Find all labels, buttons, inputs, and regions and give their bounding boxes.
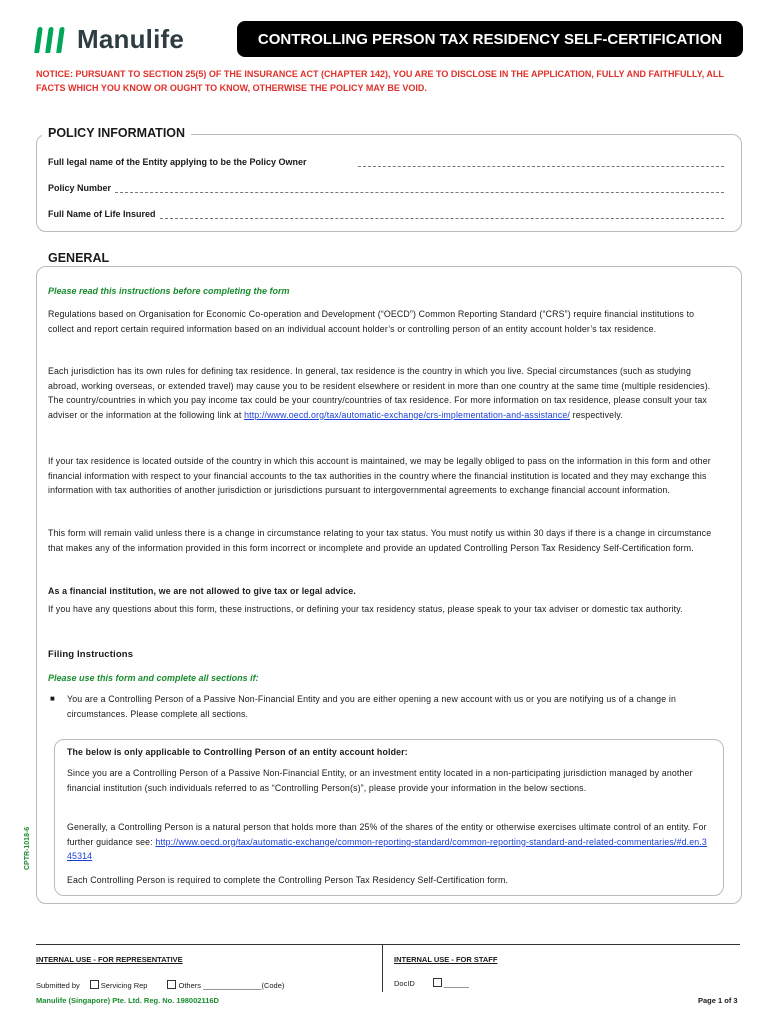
policy-information-title: POLICY INFORMATION: [42, 126, 191, 140]
footer-divider: [36, 944, 740, 945]
general-paragraph-2-text: Each jurisdiction has its own rules for defining tax residence. In general, tax residence is the country in which you live. Special circumstances (such as studying abroad, working overseas, or extended travel) may cause you to be resident elsewhere or resident in more than one country at the same time (multiple residencies). The country/countries in which you pay income tax could be your country/countries of tax residence. For more information on tax residence, please consult your tax adviser or the information at the following link at: [48, 366, 711, 420]
doc-id-checkbox[interactable]: [433, 978, 442, 987]
submitted-by-label: Submitted by: [36, 980, 80, 990]
company-registration: Manulife (Singapore) Pte. Ltd. Reg. No. 198002116D: [36, 996, 219, 1005]
general-paragraph-5: If you have any questions about this form, these instructions, or defining your tax residency status, please speak to your tax adviser or domestic tax authority.: [48, 604, 683, 614]
entity-name-field[interactable]: [48, 157, 724, 167]
policy-number-field[interactable]: [48, 183, 724, 193]
manulife-logo-icon: [36, 27, 63, 53]
controlling-person-paragraph-1: Since you are a Controlling Person of a Passive Non-Financial Entity, or an investment entity located in a non-participating jurisdiction managed by another financial institution (such individuals referred to as “Controlling Person(s)”, please provide your information in the below sections.: [67, 768, 693, 793]
general-paragraph-1: Regulations based on Organisation for Economic Co-operation and Development (“OECD”) Common Reporting Standard (“CRS”) require financial institutions to collect and report certain required information based on an individual account holder’s or controlling person of an entity account holder’s tax residence.: [48, 309, 695, 334]
controlling-person-paragraph-3: Each Controlling Person is required to complete the Controlling Person Tax Residency Self-Certification form.: [67, 875, 509, 885]
bullet-icon: ■: [50, 694, 55, 703]
policy-number-label: Policy Number: [48, 183, 112, 193]
form-code: CPTR-1018-6: [24, 826, 31, 870]
entity-name-input[interactable]: [358, 157, 724, 167]
life-insured-label: Full Name of Life Insured: [48, 209, 156, 219]
servicing-rep-option[interactable]: [90, 980, 148, 990]
filing-instructions-note: Please use this form and complete all sections if:: [48, 673, 259, 683]
policy-number-input[interactable]: [115, 183, 724, 193]
general-paragraph-4: This form will remain valid unless there is a change in circumstance relating to your tax status. You must notify us within 30 days if there is a change in circumstance that makes any of the information provided in this form incorrect or incomplete and provide an updated Controlling Person Tax Residency Self-Certification form.: [48, 528, 712, 553]
brand-name: Manulife: [77, 24, 185, 54]
doc-id-blank: ______: [443, 979, 469, 988]
read-instructions-note: Please read this instructions before completing the form: [48, 286, 290, 296]
entity-name-label: Full legal name of the Entity applying to be the Policy Owner: [48, 157, 307, 167]
notice-text: NOTICE: PURSUANT TO SECTION 25(5) OF THE INSURANCE ACT (CHAPTER 142), YOU ARE TO DISCLOSE IN THE APPLICATION, FULLY AND FAITHFULLY, ALL FACTS WHICH YOU KNOW OR OUGHT TO KNOW, OTHERWISE THE POLICY MAY BE VOID.: [36, 69, 724, 93]
controlling-person-box-title: The below is only applicable to Controlling Person of an entity account holder:: [67, 747, 408, 757]
doc-id-label: DocID: [394, 978, 415, 988]
general-paragraph-3: If your tax residence is located outside of the country in which this account is maintained, we may be legally obliged to pass on the information in this form and other financial information with respect to your financial accounts to the tax authorities in the country where the financial institution is located and they may exchange this information with tax authorities of another jurisdiction or jurisdictions pursuant to intergovernmental agreements to exchange financial account information.: [48, 456, 711, 495]
doc-id-field[interactable]: [433, 978, 469, 988]
general-paragraph-2: [48, 364, 718, 422]
general-paragraph-2-tail: respectively.: [570, 409, 623, 420]
servicing-rep-label: Servicing Rep: [100, 981, 148, 990]
servicing-rep-checkbox[interactable]: [90, 980, 99, 989]
internal-staff-title: INTERNAL USE - FOR STAFF: [394, 955, 498, 964]
life-insured-field[interactable]: [48, 209, 724, 219]
others-option[interactable]: [167, 980, 284, 990]
submitted-by-row: [36, 980, 284, 990]
footer-column-divider: [382, 944, 383, 992]
others-label: Others ______________(Code): [178, 981, 285, 990]
no-advice-statement: As a financial institution, we are not allowed to give tax or legal advice.: [48, 586, 356, 596]
doc-id-row: [394, 978, 469, 988]
filing-instructions-title: Filing Instructions: [48, 649, 134, 660]
filing-bullet-text: You are a Controlling Person of a Passive Non-Financial Entity and you are either opening a new account with us or you are notifying us of a change in circumstances. Please complete all sections.: [67, 694, 676, 719]
others-checkbox[interactable]: [167, 980, 176, 989]
controlling-person-paragraph-2: [67, 820, 707, 864]
controlling-person-paragraph-2-text: Generally, a Controlling Person is a natural person that holds more than 25% of the shares of the entity or otherwise exercises ultimate control of an entity. For further guidance see:: [67, 822, 707, 847]
manulife-logo: [36, 24, 184, 55]
oecd-commentaries-link[interactable]: http://www.oecd.org/tax/automatic-exchange/common-reporting-standard/common-reporting-standard-and-related-commentaries/#d.en.345314: [67, 836, 707, 861]
form-title: CONTROLLING PERSON TAX RESIDENCY SELF-CERTIFICATION: [237, 21, 743, 57]
general-title: GENERAL: [42, 251, 115, 265]
internal-rep-title: INTERNAL USE - FOR REPRESENTATIVE: [36, 955, 183, 964]
oecd-crs-link[interactable]: http://www.oecd.org/tax/automatic-exchange/crs-implementation-and-assistance/: [244, 409, 571, 420]
page-number: Page 1 of 3: [698, 996, 738, 1005]
life-insured-input[interactable]: [160, 209, 724, 219]
